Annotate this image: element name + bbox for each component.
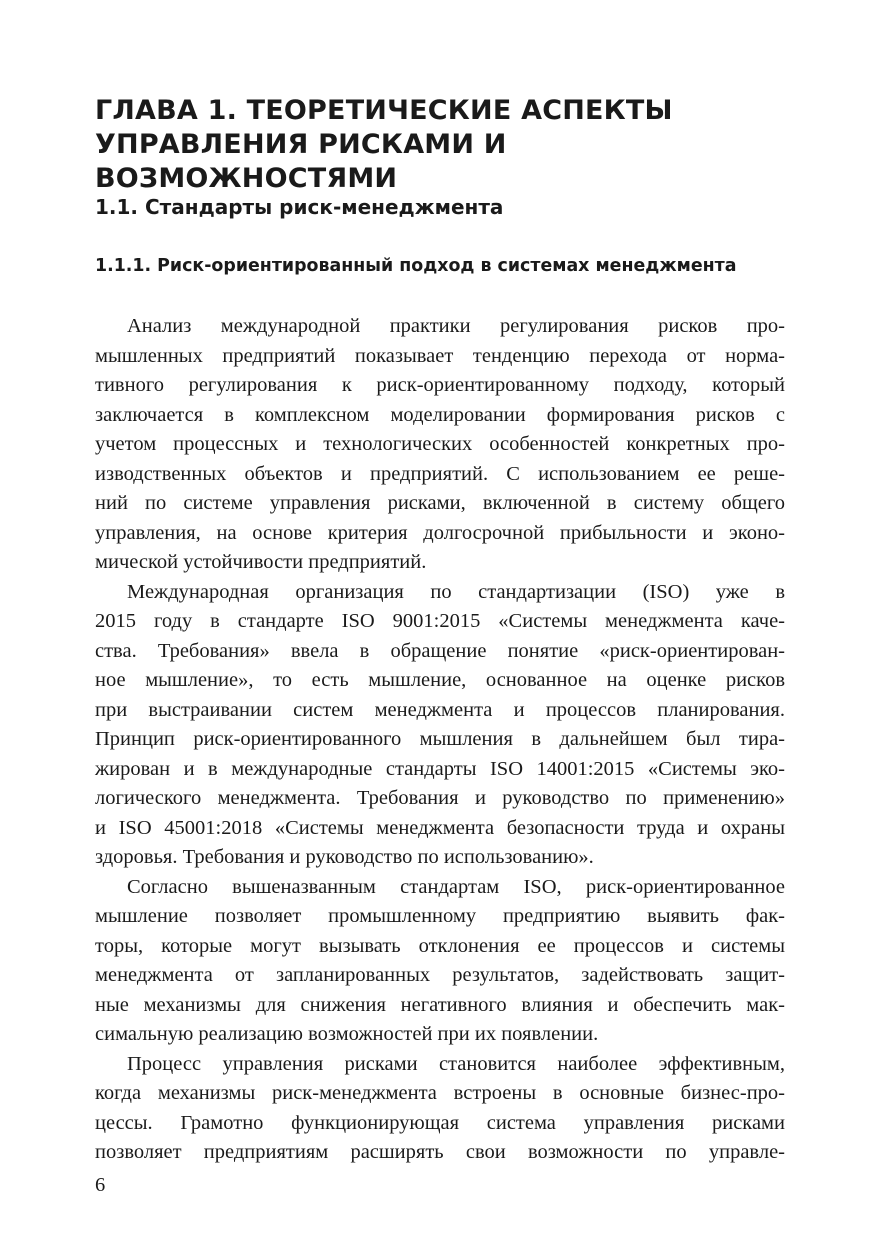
text-line: при выстраивании систем менеджмента и процессов планирования.: [95, 698, 785, 721]
paragraph-4: [95, 1050, 785, 1168]
subsection-title: 1.1.1. Риск-ориентированный подход в системах менеджмента: [95, 256, 737, 276]
text-line: Международная организация по стандартизации (ISO) уже в: [127, 580, 785, 603]
paragraph-2: [95, 578, 785, 873]
text-line: ний по системе управления рисками, включенной в систему общего: [95, 492, 785, 514]
text-line: изводственных объектов и предприятий. С использованием ее реше-: [95, 462, 785, 485]
text-line: мической устойчивости предприятий.: [95, 551, 427, 573]
text-line: здоровья. Требования и руководство по использованию».: [95, 846, 594, 868]
text-line: ное мышление», то есть мышление, основанное на оценке рисков: [95, 669, 785, 691]
section-title: 1.1. Стандарты риск-менеджмента: [95, 195, 504, 219]
text-line: учетом процессных и технологических особенностей конкретных про-: [95, 433, 785, 455]
text-line: мышление позволяет промышленному предприятию выявить фак-: [95, 905, 785, 927]
paragraph-1: [95, 312, 785, 578]
text-line: 2015 году в стандарте ISO 9001:2015 «Системы менеджмента каче-: [95, 610, 785, 632]
body-text: [95, 312, 785, 1168]
text-line: торы, которые могут вызывать отклонения ее процессов и системы: [95, 934, 785, 957]
paragraph-3: [95, 873, 785, 1050]
text-line: цессы. Грамотно функционирующая система управления рисками: [95, 1111, 785, 1134]
chapter-title-line-2: УПРАВЛЕНИЯ РИСКАМИ И ВОЗМОЖНОСТЯМИ: [95, 129, 507, 194]
text-line: Согласно вышеназванным стандартам ISO, риск-ориентированное: [127, 875, 785, 898]
text-line: и ISO 45001:2018 «Системы менеджмента безопасности труда и охраны: [95, 816, 785, 839]
text-line: менеджмента от запланированных результатов, задействовать защит-: [95, 964, 785, 986]
text-line: управления, на основе критерия долгосрочной прибыльности и эконо-: [95, 521, 785, 544]
text-line: мышленных предприятий показывает тенденцию перехода от норма-: [95, 344, 785, 367]
text-line: тивного регулирования к риск-ориентированному подходу, который: [95, 374, 785, 396]
text-line: Анализ международной практики регулирования рисков про-: [127, 315, 785, 337]
chapter-title-line-1: ГЛАВА 1. ТЕОРЕТИЧЕСКИЕ АСПЕКТЫ: [95, 95, 673, 126]
text-line: ные механизмы для снижения негативного влияния и обеспечить мак-: [95, 993, 785, 1016]
text-line: позволяет предприятиям расширять свои возможности по управле-: [95, 1141, 785, 1163]
text-line: жирован и в международные стандарты ISO 14001:2015 «Системы эко-: [95, 757, 785, 780]
page-number: 6: [95, 1174, 106, 1196]
text-line: ства. Требования» ввела в обращение понятие «риск-ориентирован-: [95, 639, 785, 662]
text-line: логического менеджмента. Требования и руководство по применению»: [95, 787, 785, 809]
text-line: симальную реализацию возможностей при их появлении.: [95, 1023, 599, 1045]
text-line: заключается в комплексном моделировании формирования рисков с: [95, 403, 785, 426]
text-line: Принцип риск-ориентированного мышления в дальнейшем был тира-: [95, 728, 785, 750]
text-line: Процесс управления рисками становится наиболее эффективным,: [127, 1052, 785, 1075]
chapter-title: [95, 94, 795, 196]
text-line: когда механизмы риск-менеджмента встроены в основные бизнес-про-: [95, 1082, 785, 1104]
